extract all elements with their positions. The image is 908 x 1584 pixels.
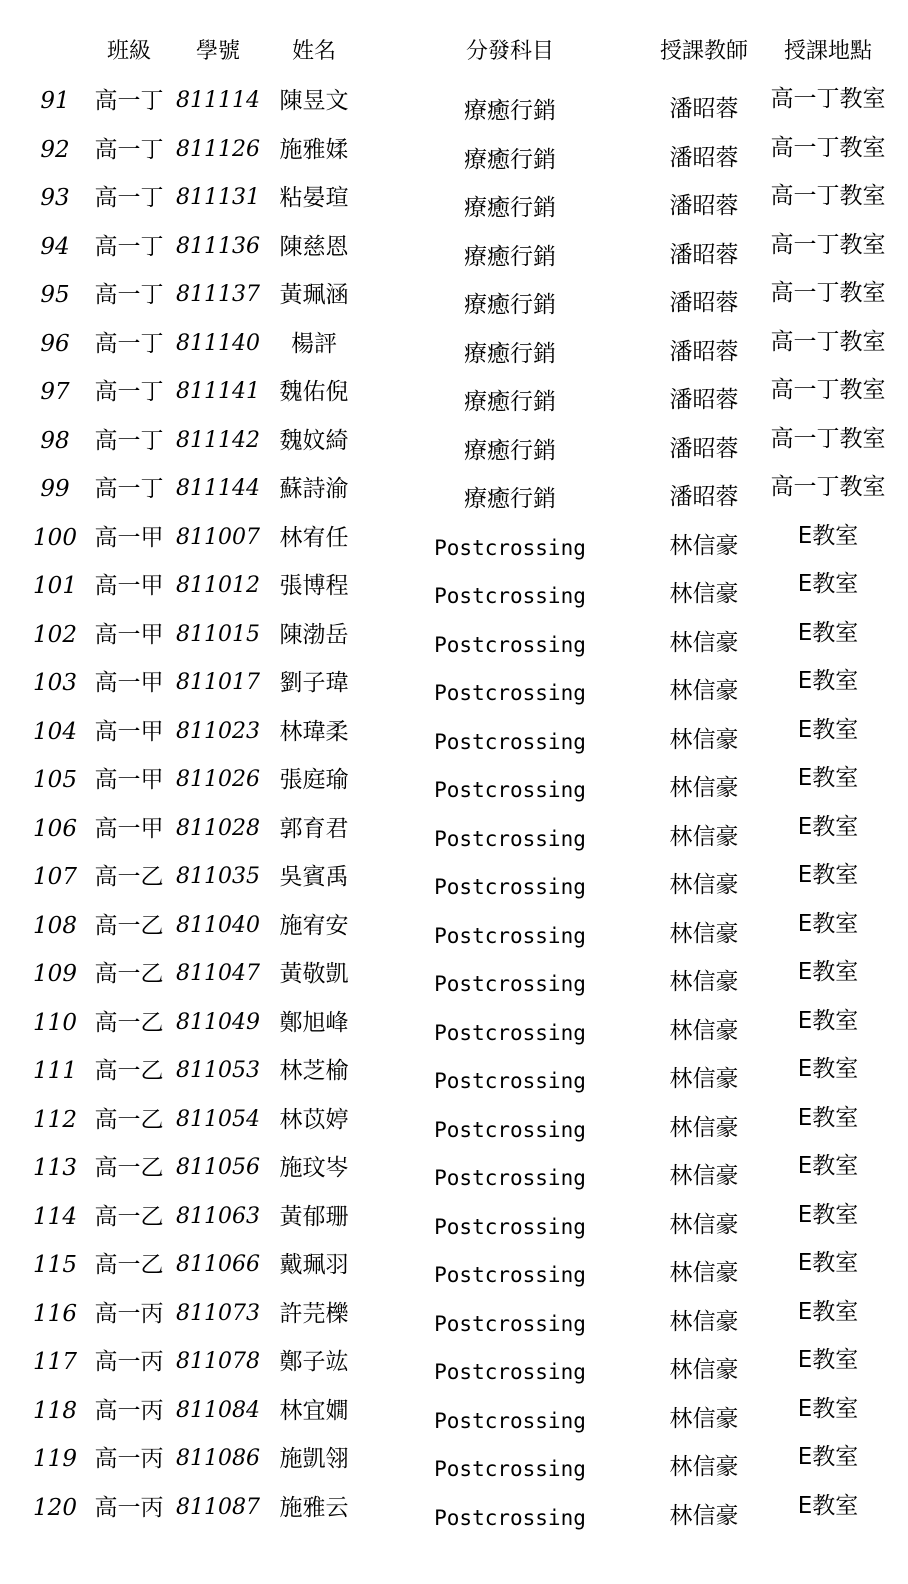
table-row (0, 1050, 908, 1099)
row-subject: Postcrossing (434, 535, 586, 560)
row-location: E教室 (797, 522, 859, 549)
row-student-id: 811066 (176, 1252, 260, 1277)
row-location: 高一丁教室 (770, 231, 886, 258)
row-number: 100 (33, 524, 77, 551)
header-class: 班級 (106, 39, 151, 64)
row-teacher: 林信豪 (669, 775, 739, 801)
row-number: 99 (40, 476, 70, 502)
row-student-id: 811087 (176, 1494, 260, 1520)
table-row (0, 274, 908, 323)
table-row (0, 614, 908, 663)
row-student-name: 郭育君 (279, 815, 349, 842)
table-row (0, 1293, 908, 1342)
row-student-name: 林芝榆 (279, 1058, 349, 1084)
row-number: 92 (40, 136, 70, 163)
row-location: E教室 (797, 1444, 859, 1470)
row-subject: Postcrossing (434, 1020, 586, 1045)
row-class: 高一丙 (94, 1397, 164, 1424)
table-row (0, 226, 908, 275)
row-student-id: 811131 (176, 185, 260, 210)
row-student-id: 811007 (176, 524, 260, 550)
row-subject: 療癒行銷 (464, 195, 556, 221)
row-student-id: 811144 (176, 476, 260, 501)
row-teacher: 潘昭蓉 (669, 290, 739, 316)
row-student-name: 施玟岑 (279, 1155, 349, 1181)
row-location: 高一丁教室 (770, 425, 886, 452)
row-student-name: 施雅媃 (279, 136, 349, 163)
row-subject: 療癒行銷 (464, 340, 556, 367)
row-class: 高一乙 (94, 1252, 164, 1278)
row-number: 97 (40, 379, 70, 405)
row-student-id: 811137 (176, 282, 260, 307)
row-student-name: 陳慈恩 (279, 233, 349, 260)
row-number: 98 (40, 427, 70, 454)
row-class: 高一丁 (94, 233, 164, 260)
row-class: 高一丁 (94, 185, 164, 211)
table-row (0, 323, 908, 372)
row-number: 93 (40, 185, 70, 211)
row-teacher: 林信豪 (669, 920, 739, 947)
row-number: 113 (33, 1155, 77, 1181)
row-class: 高一甲 (94, 573, 164, 599)
header-teacher: 授課教師 (659, 39, 748, 64)
row-teacher: 林信豪 (669, 581, 739, 607)
row-class: 高一甲 (94, 621, 164, 648)
row-student-name: 許芫櫟 (279, 1300, 349, 1327)
row-class: 高一乙 (94, 1203, 164, 1230)
row-teacher: 林信豪 (669, 1502, 739, 1529)
table-row (0, 420, 908, 469)
row-subject: Postcrossing (434, 1311, 586, 1336)
row-number: 103 (33, 670, 77, 696)
row-student-id: 811054 (176, 1106, 260, 1132)
row-class: 高一乙 (94, 912, 164, 939)
row-subject: Postcrossing (434, 1360, 586, 1384)
row-teacher: 林信豪 (669, 969, 739, 995)
row-teacher: 林信豪 (669, 1405, 739, 1432)
row-teacher: 潘昭蓉 (669, 387, 739, 413)
row-location: 高一丁教室 (770, 377, 886, 403)
table-row (0, 856, 908, 905)
row-student-name: 施凱翎 (279, 1446, 349, 1472)
row-location: E教室 (797, 765, 859, 791)
row-student-name: 魏佑倪 (279, 379, 349, 405)
table-row (0, 1438, 908, 1487)
row-student-name: 鄭子竑 (279, 1349, 349, 1375)
row-class: 高一丙 (94, 1446, 164, 1472)
row-student-id: 811114 (176, 88, 260, 113)
row-student-name: 黃郁珊 (279, 1203, 349, 1230)
row-subject: Postcrossing (434, 1214, 586, 1239)
row-number: 110 (33, 1009, 77, 1036)
table-row (0, 1099, 908, 1148)
row-student-id: 811053 (176, 1058, 260, 1083)
table-row (0, 1196, 908, 1245)
row-location: 高一丁教室 (770, 474, 886, 500)
table-row (0, 1002, 908, 1051)
row-class: 高一甲 (94, 524, 164, 551)
row-number: 117 (33, 1349, 77, 1375)
header-location: 授課地點 (783, 39, 872, 64)
table-header (0, 34, 908, 70)
row-number: 115 (33, 1252, 77, 1278)
table-row (0, 1341, 908, 1390)
row-teacher: 林信豪 (669, 823, 739, 850)
row-student-name: 林瑋柔 (279, 718, 349, 745)
row-teacher: 林信豪 (669, 1114, 739, 1141)
table-row (0, 565, 908, 614)
row-teacher: 潘昭蓉 (669, 96, 739, 122)
row-number: 96 (40, 330, 70, 357)
table-row (0, 468, 908, 517)
table-row (0, 177, 908, 226)
row-subject: Postcrossing (434, 729, 586, 754)
row-student-id: 811142 (176, 427, 260, 453)
row-student-id: 811136 (176, 233, 260, 259)
row-location: E教室 (797, 571, 859, 597)
row-location: E教室 (797, 1104, 859, 1131)
row-subject: 療癒行銷 (464, 243, 556, 270)
row-class: 高一乙 (94, 1058, 164, 1084)
row-subject: Postcrossing (434, 1166, 586, 1190)
row-class: 高一丁 (94, 330, 164, 357)
row-student-name: 陳渤岳 (279, 621, 349, 648)
row-class: 高一甲 (94, 670, 164, 696)
row-student-id: 811017 (176, 670, 260, 695)
row-teacher: 林信豪 (669, 1066, 739, 1092)
table-row (0, 1390, 908, 1439)
row-number: 116 (33, 1300, 77, 1327)
row-student-name: 施宥安 (279, 912, 349, 939)
row-location: E教室 (797, 910, 859, 937)
row-subject: 療癒行銷 (464, 98, 556, 124)
row-number: 108 (33, 912, 77, 939)
row-number: 95 (40, 282, 70, 308)
table-row (0, 905, 908, 954)
header-name: 姓名 (291, 39, 336, 64)
row-student-name: 戴珮羽 (279, 1252, 349, 1278)
row-location: 高一丁教室 (770, 280, 886, 306)
row-location: E教室 (797, 813, 859, 840)
row-student-id: 811078 (176, 1349, 260, 1374)
row-class: 高一乙 (94, 864, 164, 890)
row-class: 高一丁 (94, 88, 164, 114)
row-teacher: 林信豪 (669, 1308, 739, 1335)
row-teacher: 潘昭蓉 (669, 484, 739, 510)
row-student-name: 林宜嫺 (279, 1397, 349, 1424)
header-subject: 分發科目 (465, 39, 554, 64)
row-number: 101 (33, 573, 77, 599)
row-student-name: 張庭瑜 (279, 767, 349, 793)
row-subject: 療癒行銷 (464, 486, 556, 512)
table-row (0, 1147, 908, 1196)
row-location: 高一丁教室 (770, 328, 886, 355)
row-location: E教室 (797, 1250, 859, 1276)
row-number: 114 (33, 1203, 77, 1230)
row-student-id: 811056 (176, 1155, 260, 1180)
row-subject: Postcrossing (434, 778, 586, 802)
row-class: 高一乙 (94, 1106, 164, 1133)
row-subject: Postcrossing (434, 1457, 586, 1481)
table-row (0, 759, 908, 808)
row-student-id: 811141 (176, 379, 260, 404)
row-class: 高一丙 (94, 1349, 164, 1375)
row-subject: Postcrossing (434, 1069, 586, 1093)
row-subject: Postcrossing (434, 1408, 586, 1433)
row-student-name: 吳賓禹 (279, 864, 349, 890)
row-student-id: 811035 (176, 864, 260, 889)
row-location: E教室 (797, 716, 859, 743)
row-teacher: 林信豪 (669, 678, 739, 704)
row-teacher: 林信豪 (669, 1454, 739, 1480)
row-subject: Postcrossing (434, 923, 586, 948)
table-row (0, 662, 908, 711)
row-student-name: 張博程 (279, 573, 349, 599)
row-class: 高一甲 (94, 767, 164, 793)
row-number: 105 (33, 767, 77, 793)
row-location: E教室 (797, 1492, 859, 1519)
row-subject: Postcrossing (434, 584, 586, 608)
row-student-id: 811073 (176, 1300, 260, 1326)
row-location: E教室 (797, 1153, 859, 1179)
row-number: 118 (33, 1397, 77, 1424)
row-teacher: 潘昭蓉 (669, 193, 739, 219)
row-location: E教室 (797, 1395, 859, 1422)
row-location: E教室 (797, 619, 859, 646)
row-number: 104 (33, 718, 77, 745)
row-student-id: 811086 (176, 1446, 260, 1471)
row-class: 高一乙 (94, 961, 164, 987)
row-teacher: 林信豪 (669, 532, 739, 559)
row-student-name: 蘇詩渝 (279, 476, 349, 502)
row-location: E教室 (797, 1056, 859, 1082)
row-teacher: 林信豪 (669, 1211, 739, 1238)
row-location: E教室 (797, 1298, 859, 1325)
row-class: 高一丁 (94, 282, 164, 308)
row-class: 高一丁 (94, 427, 164, 454)
table-row (0, 808, 908, 857)
row-teacher: 林信豪 (669, 1260, 739, 1286)
row-student-name: 陳昱文 (279, 88, 349, 114)
header-id: 學號 (195, 39, 240, 64)
row-class: 高一丙 (94, 1494, 164, 1521)
row-class: 高一乙 (94, 1155, 164, 1181)
row-number: 111 (33, 1058, 77, 1084)
row-teacher: 林信豪 (669, 1017, 739, 1044)
row-student-name: 楊評 (291, 330, 337, 357)
row-teacher: 林信豪 (669, 629, 739, 656)
table-row (0, 711, 908, 760)
row-class: 高一甲 (94, 718, 164, 745)
row-student-name: 魏妏綺 (279, 427, 349, 454)
row-student-id: 811023 (176, 718, 260, 744)
row-student-name: 鄭旭峰 (279, 1009, 349, 1036)
row-student-id: 811063 (176, 1203, 260, 1229)
row-subject: 療癒行銷 (464, 292, 556, 318)
row-location: E教室 (797, 862, 859, 888)
row-student-id: 811026 (176, 767, 260, 792)
row-number: 120 (33, 1494, 77, 1521)
row-student-id: 811140 (176, 330, 260, 356)
row-subject: Postcrossing (434, 1117, 586, 1142)
table-row (0, 1244, 908, 1293)
row-class: 高一丁 (94, 379, 164, 405)
row-teacher: 林信豪 (669, 726, 739, 753)
row-student-name: 林宥任 (279, 524, 349, 551)
table-row (0, 80, 908, 129)
row-subject: Postcrossing (434, 875, 586, 899)
row-subject: Postcrossing (434, 632, 586, 657)
row-subject: 療癒行銷 (464, 389, 556, 415)
row-location: 高一丁教室 (770, 134, 886, 161)
row-number: 119 (33, 1446, 77, 1472)
row-number: 102 (33, 621, 77, 648)
row-student-name: 粘晏瑄 (279, 185, 349, 211)
row-location: E教室 (797, 959, 859, 985)
row-location: E教室 (797, 1201, 859, 1228)
row-subject: 療癒行銷 (464, 146, 556, 173)
table-row (0, 953, 908, 1002)
row-subject: Postcrossing (434, 1505, 586, 1530)
row-teacher: 潘昭蓉 (669, 241, 739, 268)
row-number: 112 (33, 1106, 77, 1133)
row-subject: Postcrossing (434, 681, 586, 705)
row-student-name: 黃敬凱 (279, 961, 349, 987)
row-teacher: 林信豪 (669, 1357, 739, 1383)
row-location: E教室 (797, 1347, 859, 1373)
table-row (0, 129, 908, 178)
row-number: 94 (40, 233, 70, 260)
row-number: 91 (40, 88, 70, 114)
row-student-id: 811049 (176, 1009, 260, 1035)
table-body (0, 80, 908, 1535)
table-row (0, 517, 908, 566)
row-teacher: 潘昭蓉 (669, 144, 739, 171)
row-subject: 療癒行銷 (464, 437, 556, 464)
row-subject: Postcrossing (434, 972, 586, 996)
row-student-name: 黃珮涵 (279, 282, 349, 308)
row-number: 107 (33, 864, 77, 890)
row-location: E教室 (797, 668, 859, 694)
row-class: 高一丁 (94, 136, 164, 163)
row-student-id: 811084 (176, 1397, 260, 1423)
row-class: 高一乙 (94, 1009, 164, 1036)
row-student-name: 林苡婷 (279, 1106, 349, 1133)
row-teacher: 潘昭蓉 (669, 435, 739, 462)
row-student-id: 811012 (176, 573, 260, 598)
row-teacher: 林信豪 (669, 1163, 739, 1189)
table-row (0, 371, 908, 420)
row-student-id: 811028 (176, 815, 260, 841)
row-student-name: 劉子瑋 (279, 670, 349, 696)
row-teacher: 林信豪 (669, 872, 739, 898)
row-student-name: 施雅云 (279, 1494, 349, 1521)
row-class: 高一丁 (94, 476, 164, 502)
row-class: 高一丙 (94, 1300, 164, 1327)
row-student-id: 811015 (176, 621, 260, 647)
row-number: 109 (33, 961, 77, 987)
row-location: E教室 (797, 1007, 859, 1034)
row-subject: Postcrossing (434, 1263, 586, 1287)
row-student-id: 811047 (176, 961, 260, 986)
row-location: 高一丁教室 (770, 183, 886, 209)
row-teacher: 潘昭蓉 (669, 338, 739, 365)
table-row (0, 1487, 908, 1536)
row-student-id: 811040 (176, 912, 260, 938)
row-student-id: 811126 (176, 136, 260, 162)
row-location: 高一丁教室 (770, 86, 886, 112)
row-number: 106 (33, 815, 77, 842)
row-class: 高一甲 (94, 815, 164, 842)
row-subject: Postcrossing (434, 826, 586, 851)
